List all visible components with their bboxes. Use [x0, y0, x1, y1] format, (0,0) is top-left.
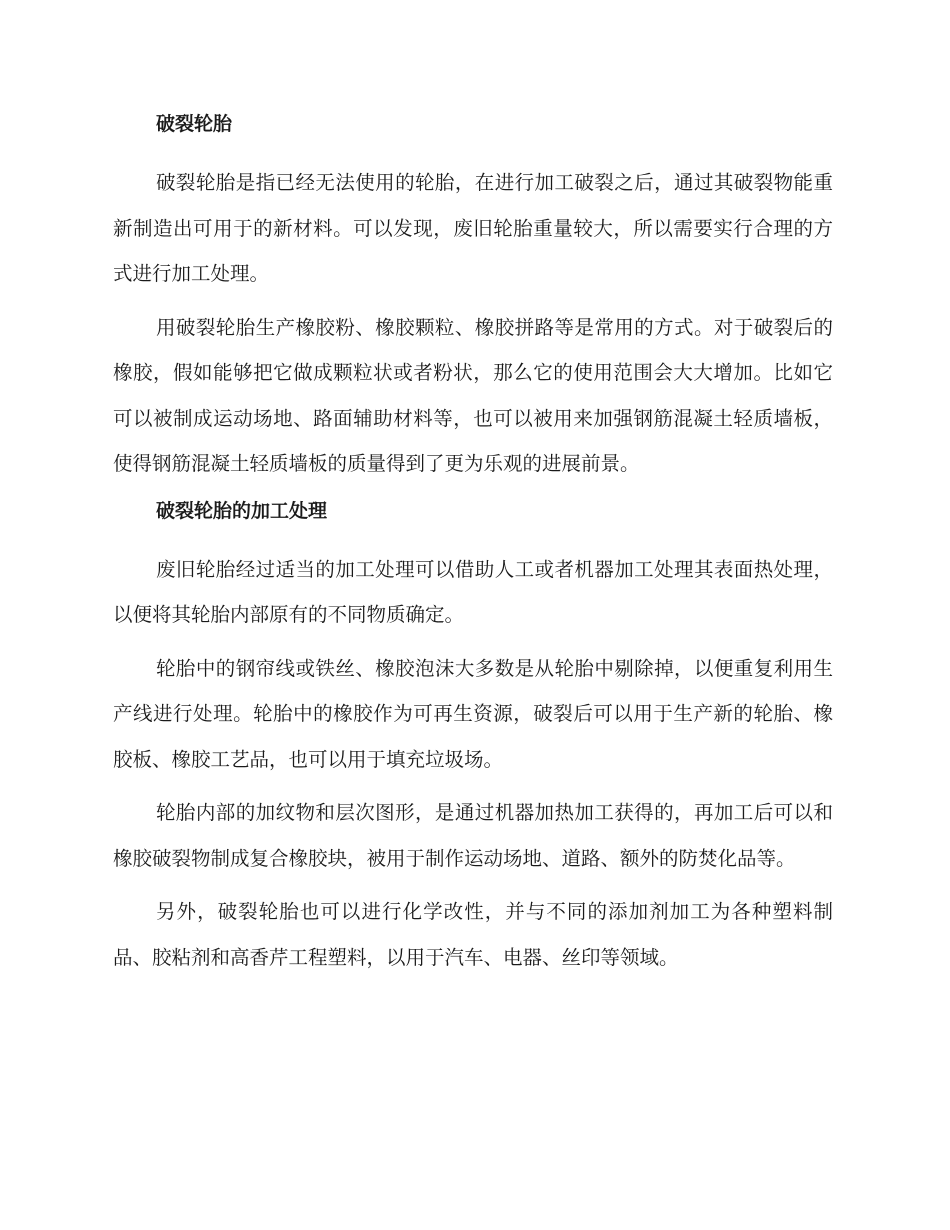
section-processing: [113, 497, 833, 981]
paragraph: 另外，破裂轮胎也可以进行化学改性，并与不同的添加剂加工为各种塑料制品、胶粘剂和高香芹工程塑料，以用于汽车、电器、丝印等领域。: [113, 900, 833, 969]
paragraph: 轮胎内部的加纹物和层次图形，是通过机器加热加工获得的，再加工后可以和橡胶破裂物制成复合橡胶块，被用于制作运动场地、道路、额外的防焚化品等。: [113, 801, 833, 870]
section-broken-tires: [113, 110, 833, 487]
paragraph: 废旧轮胎经过适当的加工处理可以借助人工或者机器加工处理其表面热处理，以便将其轮胎内部原有的不同物质确定。: [113, 557, 833, 626]
section-heading: 破裂轮胎的加工处理: [156, 499, 328, 522]
paragraph: 用破裂轮胎生产橡胶粉、橡胶颗粒、橡胶拼路等是常用的方式。对于破裂后的橡胶，假如能够把它做成颗粒状或者粉状，那么它的使用范围会大大增加。比如它可以被制成运动场地、路面辅助材料等，也可以被用来加强钢筋混凝土轻质墙板，使得钢筋混凝土轻质墙板的质量得到了更为乐观的进展前景。: [113, 315, 833, 475]
document-page: [113, 110, 833, 988]
paragraph: 破裂轮胎是指已经无法使用的轮胎，在进行加工破裂之后，通过其破裂物能重新制造出可用于的新材料。可以发现，废旧轮胎重量较大，所以需要实行合理的方式进行加工处理。: [113, 171, 833, 285]
section-heading: 破裂轮胎: [156, 113, 233, 135]
paragraph: 轮胎中的钢帘线或铁丝、橡胶泡沫大多数是从轮胎中剔除掉，以便重复利用生产线进行处理。轮胎中的橡胶作为可再生资源，破裂后可以用于生产新的轮胎、橡胶板、橡胶工艺品，也可以用于填充垃圾场。: [113, 656, 833, 771]
